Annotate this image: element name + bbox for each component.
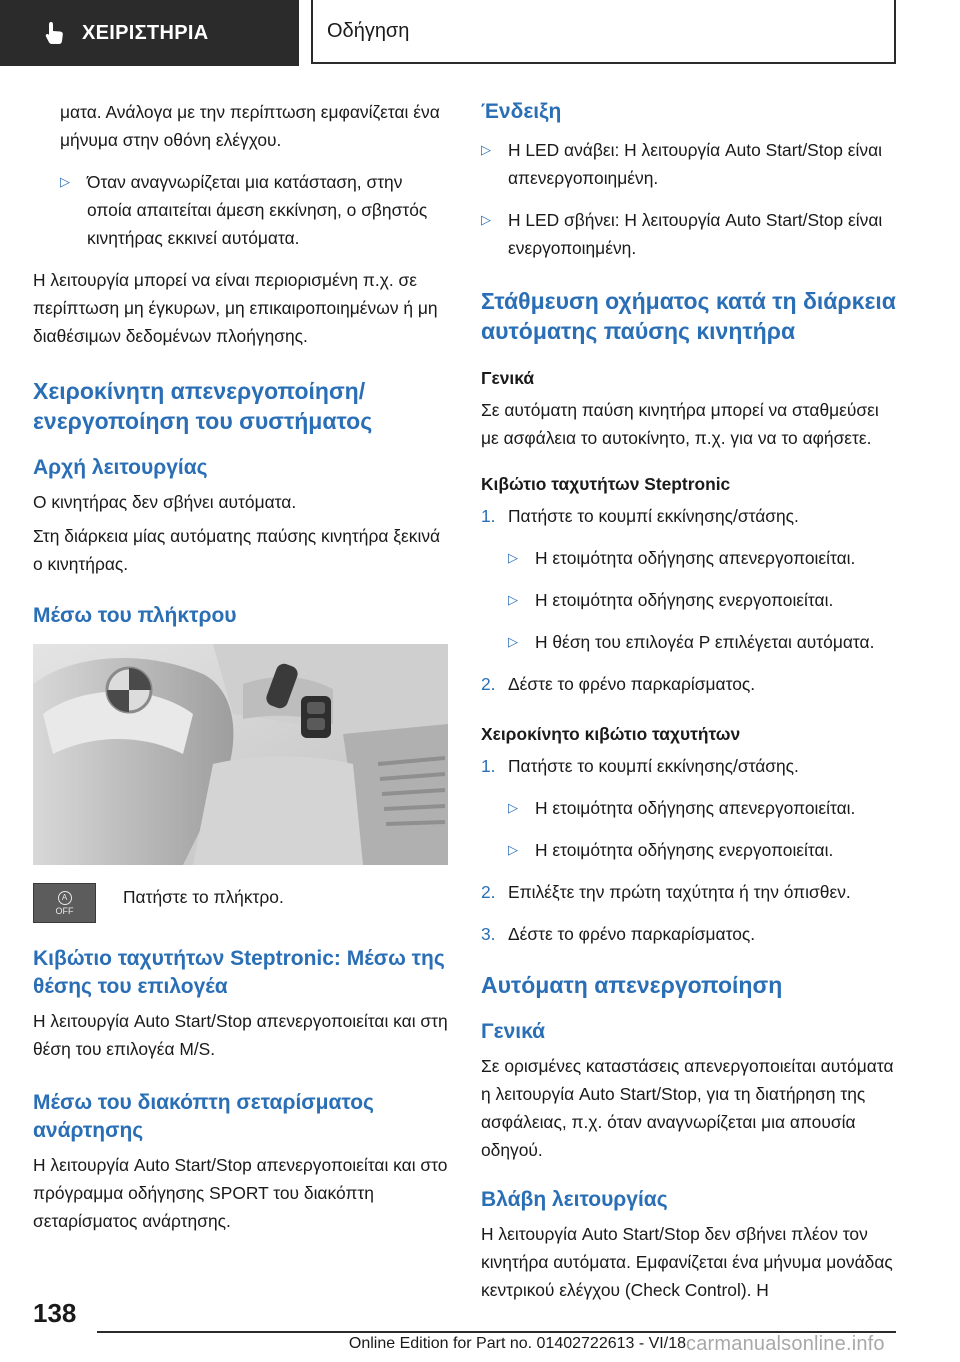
- paragraph: Η λειτουργία Auto Start/Stop απενεργοποιείται και στη θέση του επιλογέα M/S.: [33, 1011, 448, 1059]
- section-title: Οδήγηση: [311, 0, 896, 64]
- heading-general: Γενικά: [481, 368, 535, 388]
- paragraph: Η λειτουργία Auto Start/Stop δεν σβήνει πλέον τον κινητήρα αυτόματα. Εμφανίζεται ένα μήνυμα μονάδας κεντρικού ελέγχου (Check Control). Η: [481, 1224, 893, 1300]
- list-item: ▷ Η LED σβήνει: Η λειτουργία Auto Start/Stop είναι ενεργοποιημένη.: [481, 206, 896, 262]
- continued-text: ματα. Ανάλογα με την περίπτωση εμφανίζεται ένα μήνυμα στην οθόνη ελέγχου.: [60, 102, 440, 150]
- dashboard-photo: [33, 644, 448, 865]
- paragraph: Σε αυτόματη παύση κινητήρα μπορεί να σταθμεύσει με ασφάλεια το αυτοκίνητο, π.χ. για να το αφήσετε.: [481, 400, 879, 448]
- paragraph: Στη διάρκεια μίας αυτόματης παύσης κινητήρα ξεκινά ο κινητήρας.: [33, 526, 441, 574]
- button-caption: Πατήστε το πλήκτρο.: [123, 887, 284, 907]
- heading-manual-gear: Χειροκίνητο κιβώτιο ταχυτήτων: [481, 724, 741, 744]
- page-number: 138: [33, 1298, 77, 1328]
- bullet-marker: ▷: [508, 800, 518, 815]
- heading-steptronic-gear: Κιβώτιο ταχυτήτων Steptronic: [481, 474, 731, 494]
- button-instruction: [33, 883, 448, 923]
- list-item: ▷ Η ετοιμότητα οδήγησης απενεργοποιείται.: [481, 544, 896, 572]
- heading-steptronic-selector: Κιβώτιο ταχυτήτων Steptronic: Μέσω της θέσης του επιλογέα: [33, 947, 445, 998]
- chapter-tab: [0, 0, 299, 66]
- bullet-marker: ▷: [508, 592, 518, 607]
- paragraph: Σε ορισμένες καταστάσεις απενεργοποιείται αυτόματα η λειτουργία Auto Start/Stop, για τη διατήρηση της ασφάλειας, π.χ. όταν αναγνωρίζεται μια απουσία οδηγού.: [481, 1056, 894, 1160]
- paragraph: Ο κινητήρας δεν σβήνει αυτόματα.: [33, 492, 297, 512]
- heading-via-button: Μέσω του πλήκτρου: [33, 604, 237, 627]
- bullet-marker: ▷: [508, 842, 518, 857]
- watermark-text: carmanualsonline.info: [686, 1333, 885, 1355]
- list-item: ▷ Η θέση του επιλογέα P επιλέγεται αυτόματα.: [481, 628, 896, 656]
- bullet-marker: ▷: [481, 142, 491, 157]
- off-label: OFF: [55, 905, 74, 916]
- numbered-step: 2. Επιλέξτε την πρώτη ταχύτητα ή την όπισθεν.: [481, 882, 851, 902]
- numbered-step: 1. Πατήστε το κουμπί εκκίνησης/στάσης.: [481, 506, 799, 526]
- heading-manual-toggle: Χειροκίνητη απενεργοποίηση/ ενεργοποίηση του συστήματος: [33, 378, 373, 434]
- bullet-marker: ▷: [508, 634, 518, 649]
- list-item: ▷ Η ετοιμότητα οδήγησης απενεργοποιείται.: [481, 794, 896, 822]
- paragraph: Η λειτουργία Auto Start/Stop απενεργοποιείται και στο πρόγραμμα οδήγησης SPORT του διακόπτη σεταρίσματος ανάρτησης.: [33, 1155, 448, 1231]
- bullet-marker: ▷: [481, 212, 491, 227]
- list-item: ▷ Η ετοιμότητα οδήγησης ενεργοποιείται.: [481, 586, 896, 614]
- chapter-title: ΧΕΙΡΙΣΤΗΡΙΑ: [82, 21, 209, 44]
- heading-auto-deactivation: Αυτόματη απενεργοποίηση: [481, 972, 783, 998]
- heading-suspension-switch: Μέσω του διακόπτη σεταρίσματος ανάρτησης: [33, 1091, 374, 1142]
- bullet-marker: ▷: [60, 174, 70, 189]
- dashboard-illustration: [33, 644, 448, 865]
- paragraph: Η λειτουργία μπορεί να είναι περιορισμένη π.χ. σε περίπτωση μη έγκυρων, μη επικαιροποιημένων ή μη διαθέσιμων δεδομένων πλοήγησης.: [33, 270, 438, 346]
- numbered-step: 2. Δέστε το φρένο παρκαρίσματος.: [481, 674, 756, 694]
- heading-principle: Αρχή λειτουργίας: [33, 456, 208, 479]
- right-column: [481, 98, 896, 1318]
- numbered-step: 3. Δέστε το φρένο παρκαρίσματος.: [481, 924, 756, 944]
- bullet-marker: ▷: [508, 550, 518, 565]
- list-item: ▷ Η ετοιμότητα οδήγησης ενεργοποιείται.: [481, 836, 896, 864]
- auto-start-stop-off-button[interactable]: [33, 883, 96, 923]
- pointing-hand-icon: [42, 20, 68, 46]
- auto-start-stop-icon: A: [58, 891, 72, 905]
- list-item: ▷ Η LED ανάβει: Η λειτουργία Auto Start/Stop είναι απενεργοποιημένη.: [481, 136, 896, 192]
- list-item: ▷ Όταν αναγνωρίζεται μια κατάσταση, στην οποία απαιτείται άμεση εκκίνηση, ο σβηστός κινητήρας εκκινεί αυτόματα.: [33, 168, 448, 252]
- heading-indicator: Ένδειξη: [481, 100, 562, 123]
- numbered-step: 1. Πατήστε το κουμπί εκκίνησης/στάσης.: [481, 756, 799, 776]
- left-column: [33, 98, 448, 1249]
- heading-general-2: Γενικά: [481, 1020, 546, 1043]
- heading-malfunction: Βλάβη λειτουργίας: [481, 1188, 668, 1211]
- page-header: [0, 0, 960, 66]
- heading-parking: Στάθμευση οχήματος κατά τη διάρκεια αυτόματης παύσης κινητήρα: [481, 288, 896, 344]
- edition-info: Online Edition for Part no. 01402722613 - VI/18: [348, 1335, 686, 1352]
